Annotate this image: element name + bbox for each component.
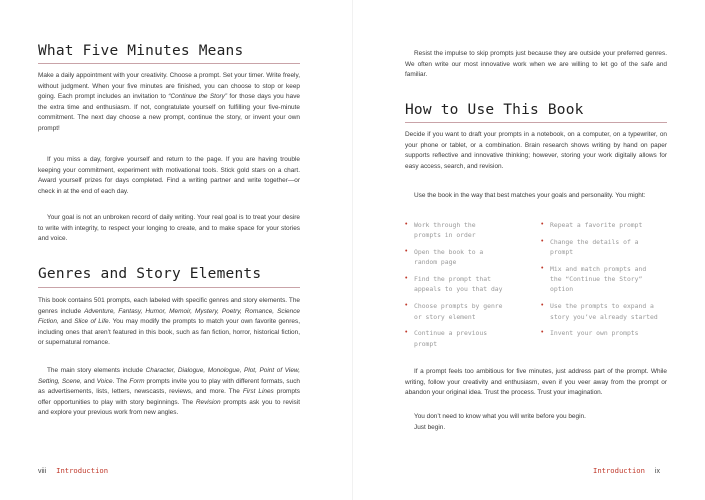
list-item: • Change the details of a prompt [541,237,661,258]
page-footer-right [593,466,660,475]
heading-rule [38,63,300,64]
list-item: • Find the prompt that appeals to you that day [405,274,505,295]
bullet-list-right [541,220,661,345]
paragraph-draft-prompts: Decide if you want to draft your prompts in a notebook, on a computer, on a typewriter, on your phone or tablet, or a combination. Brain research shows writing by hand on paper supports reflective and innovative thinking; however, storing your work digitally allows for easy access, search, and revision. [405,131,667,170]
list-item: • Mix and match prompts and the “Continue the Story” option [541,264,661,295]
page-number: viii [38,468,47,475]
page-number: ix [654,468,660,475]
list-item: • Continue a previous prompt [405,328,505,349]
list-item: • Choose prompts by genre or story element [405,301,505,322]
footer-section-label: Introduction [56,466,109,475]
left-page [0,0,352,500]
paragraph-your-goal: Your goal is not an unbroken record of daily writing. Your real goal is to treat your desire to write with integrity, to respect your longing to create, and to make space for your stories and voice. [38,214,300,242]
list-item: • Repeat a favorite prompt [541,220,661,230]
list-item: • Use the prompts to expand a story you’ve already started [541,301,661,322]
bullet-list-left [405,220,505,355]
heading-genres-and-story-elements: Genres and Story Elements [38,266,262,282]
paragraph-story-elements: The main story elements include Character, Dialogue, Monologue, Plot, Point of View, Setting, Scene, and Voice. The Form prompts invite you to play with different formats, such as advertisements, lists, letters, newscasts, reviews, and more. The First Lines prompts offer opportunities to play with story beginnings. The Revision prompts ask you to revisit and explore your previous work from new angles. [38,367,300,416]
list-item: • Work through the prompts in order [405,220,505,241]
heading-rule [405,122,667,123]
paragraph-resist-impulse: Resist the impulse to skip prompts just because they are outside your preferred genres. We often write our most innovative work when we are willing to let go of the safe and familiar. [405,50,667,78]
page-footer-left [38,466,108,475]
paragraph-too-ambitious: If a prompt feels too ambitious for five minutes, just address part of the prompt. While writing, follow your creativity and enthusiasm, even if you veer away from the prompt or abandon your original idea. Trust the process. Trust your imagination. [405,368,667,396]
right-page [352,0,705,500]
footer-section-label: Introduction [593,466,645,475]
paragraph-genres: This book contains 501 prompts, each labeled with specific genres and story elements. The genres include Adventure, Fantasy, Humor, Memoir, Mystery, Poetry, Romance, Science Fiction, and Slice of Life. You may modify the prompts to match your own favorite genres, including ones that aren’t featured in this book, such as fan fiction, horror, historical fiction, or supernatural romance. [38,297,300,346]
paragraph-miss-a-day: If you miss a day, forgive yourself and return to the page. If you are having trouble keeping your commitment, experiment with motivational tools. Stick gold stars on a chart. Award yourself prizes for days completed. Find a writing partner and write together—or check in at the end of each day. [38,156,300,195]
paragraph-use-the-book: Use the book in the way that best matches your goals and personality. You might: [414,192,646,199]
paragraph-daily-appointment: Make a daily appointment with your creativity. Choose a prompt. Set your timer. Write freely, without judgment. When your five minutes are finished, you can choose to stop or keep going. Each prompt includes an invitation to “Continue the Story” for those days you have the extra time and enthusiasm. If not, congratulate yourself on fulfilling your five-minute commitment. The next day choose a new prompt, continue the story, or invent your own prompt! [38,72,301,132]
paragraph-dont-need-to-know: You don’t need to know what you will write before you begin. [414,413,586,420]
heading-what-five-minutes-means: What Five Minutes Means [38,43,244,59]
list-item: • Open the book to a random page [405,247,505,268]
heading-rule [38,287,300,288]
list-item: • Invent your own prompts [541,328,661,338]
heading-how-to-use-this-book: How to Use This Book [405,102,584,118]
paragraph-just-begin: Just begin. [414,424,446,431]
